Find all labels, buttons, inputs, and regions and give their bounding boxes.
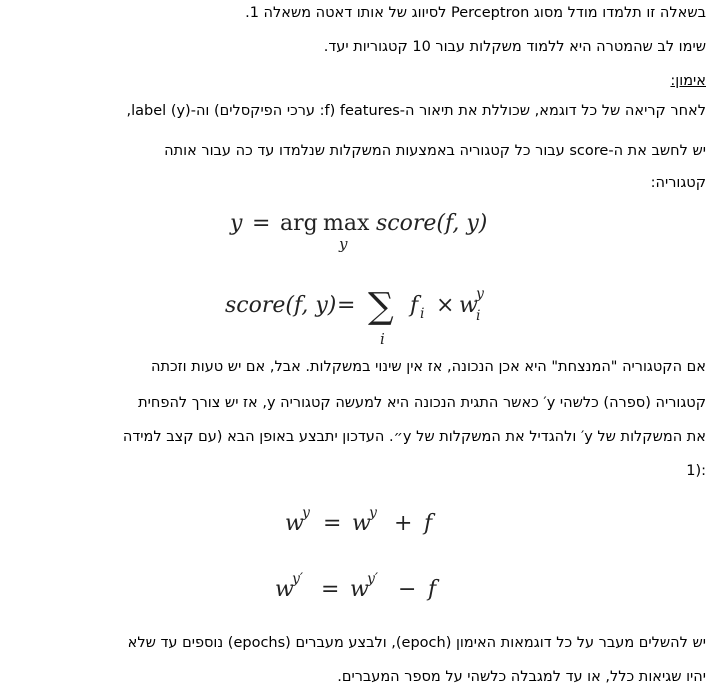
paragraph-line-1: בשאלה זו תלמדו מודל מסוג Perceptron לסיווג של אותו דאטה משאלה 1. xyxy=(245,5,706,21)
update-minus-sup-right: y′ xyxy=(367,571,379,587)
argmax-op-max: max xyxy=(323,211,370,236)
update-minus-operator: − xyxy=(398,577,417,602)
argmax-equals: = xyxy=(252,211,271,236)
argmax-formula xyxy=(0,200,716,260)
update-minus-formula xyxy=(0,566,716,612)
paragraph-line-9: 1): xyxy=(686,463,706,479)
paragraph-line-7: קטגוריה (ספרה) כלשהי y′ כאשר התגית הנכונה היא למעשה קטגוריה y, אז יש צורך להפחית xyxy=(138,395,706,411)
argmax-lhs: y xyxy=(230,211,243,236)
update-plus-w-left: w xyxy=(285,511,304,536)
score-w-superscript: y xyxy=(476,286,484,302)
argmax-op-arg: arg xyxy=(280,211,318,236)
update-plus-formula xyxy=(0,500,716,546)
update-minus-sup-left: y′ xyxy=(292,571,304,587)
update-plus-sup-left: y xyxy=(302,505,310,521)
score-f-subscript: i xyxy=(420,306,425,322)
argmax-subscript: y xyxy=(339,235,348,253)
training-heading: אימון: xyxy=(670,73,706,89)
paragraph-line-6: אם הקטגוריה "המנצחת" היא אכן הנכונה, אז אין שינוי במשקלות. אבל, אם יש טעות וזכתה xyxy=(150,359,706,375)
update-minus-f: f xyxy=(428,577,437,602)
sum-subscript: i xyxy=(380,330,385,348)
argmax-body: score(f, y) xyxy=(376,211,488,236)
update-plus-equals: = xyxy=(323,511,342,536)
score-f: f xyxy=(410,293,419,318)
update-plus-w-right: w xyxy=(352,511,371,536)
update-plus-f: f xyxy=(424,511,433,536)
update-minus-w-left: w xyxy=(275,577,294,602)
update-plus-operator: + xyxy=(394,511,413,536)
paragraph-line-8: את המשקלות של y′ ולהגדיל את המשקלות של y״. העדכון יתבצע באופן הבא (עם קצב למידה xyxy=(122,429,706,445)
score-formula xyxy=(0,278,716,350)
paragraph-line-3: לאחר קריאה של כל דוגמא, שכוללת את תיאור ה-features (f: ערכי הפיקסלים) וה-label (y), xyxy=(126,103,706,119)
paragraph-line-11: יהיו שגיאות כלל, או עד למגבלה כלשהי על מספר המעברים. xyxy=(337,669,706,685)
score-lhs: score(f, y) xyxy=(225,293,337,318)
paragraph-line-10: יש להשלים מעבר על כל דוגמאות האימון (epoch), ולבצע מעברים (epochs) נוספים עד שלא xyxy=(127,635,706,651)
paragraph-line-4: יש לחשב את ה-score עבור כל קטגוריה באמצעות המשקלות שנלמדו עד כה עבור אותה xyxy=(164,143,706,159)
paragraph-line-5: קטגוריה: xyxy=(650,175,706,191)
score-times: × xyxy=(436,293,455,318)
sum-symbol: ∑ xyxy=(368,286,394,327)
score-w: w xyxy=(459,293,478,318)
paragraph-line-2: שימו לב שהמטרה היא ללמוד משקלות עבור 10 קטגוריות יעד. xyxy=(323,39,706,55)
update-minus-equals: = xyxy=(321,577,340,602)
score-equals: = xyxy=(337,293,356,318)
update-plus-sup-right: y xyxy=(369,505,377,521)
score-w-subscript: i xyxy=(476,308,481,324)
update-minus-w-right: w xyxy=(350,577,369,602)
